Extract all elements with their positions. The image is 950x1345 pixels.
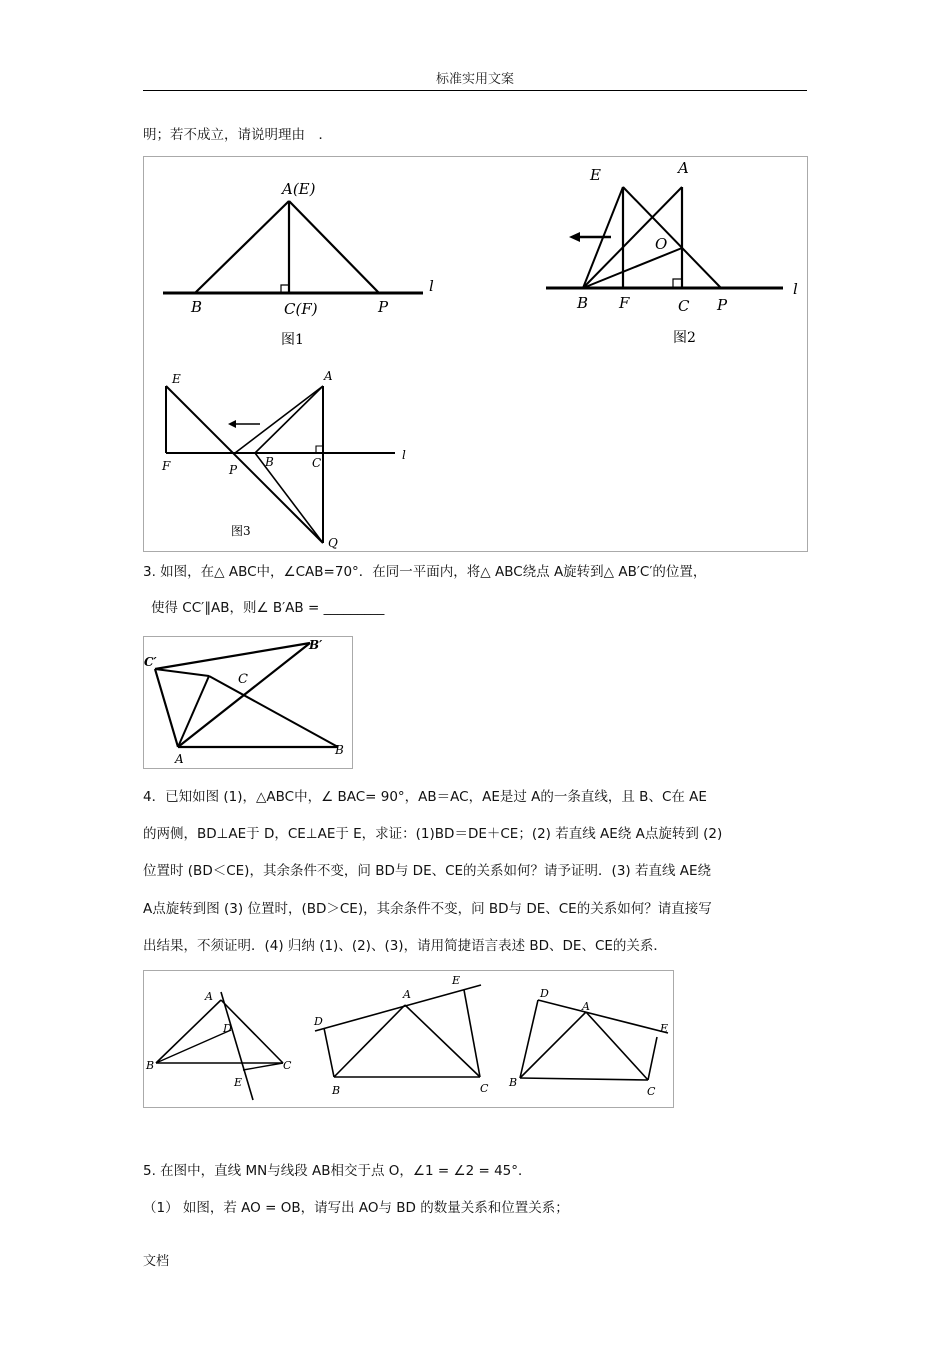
q4-figure-2 <box>313 974 489 1097</box>
q3-figure <box>143 636 353 769</box>
q4f1-label-c: C <box>283 1059 292 1072</box>
fig3-caption: 图3 <box>231 524 251 538</box>
q3-label-b: B <box>335 743 344 757</box>
q4f1-seg-ba <box>156 1000 221 1063</box>
fig2-label-a: A <box>678 159 689 177</box>
q4f1-label-a: A <box>205 990 213 1003</box>
q3-seg-ca <box>178 676 209 747</box>
q5-line-2: （1） 如图，若 AO = OB，请写出 AO与 BD 的数量关系和位置关系； <box>143 1200 569 1216</box>
q4f2-line-de <box>315 985 481 1031</box>
fig1-label-a: A(E) <box>282 180 316 198</box>
fig3-arrow-head <box>228 420 236 428</box>
fig1-side-ab <box>195 201 289 293</box>
q4-figure-3 <box>508 987 668 1098</box>
q4f2-label-c: C <box>480 1082 489 1095</box>
fig1-side-ap <box>289 201 379 293</box>
q4-line-1: 4．已知如图 (1)，△ABC中，∠ BAC= 90°，AB＝AC，AE是过 A的一条直线，且 B、C在 AE <box>143 789 707 805</box>
q4f3-label-d: D <box>540 987 549 1000</box>
figure-3 <box>161 369 406 550</box>
q4f1-label-e: E <box>234 1076 243 1089</box>
q4f1-seg-bd <box>156 1030 231 1063</box>
fig2-label-l: l <box>793 280 798 298</box>
q3-seg-c1a <box>155 669 178 747</box>
q5-line-1: 5. 在图中，直线 MN与线段 AB相交于点 O，∠1 = ∠2 = 45°． <box>143 1163 532 1179</box>
fig1-label-b: B <box>191 298 203 316</box>
q4f2-seg-db <box>324 1028 334 1077</box>
page-header: 标准实用文案 <box>435 72 514 87</box>
continuation-text: 明；若不成立，请说明理由 ． <box>143 127 332 143</box>
fig3-label-l: l <box>402 448 406 462</box>
fig3-label-b: B <box>265 455 274 469</box>
fig2-label-o: O <box>655 235 668 253</box>
header-rule <box>143 90 807 91</box>
q3-label-a: A <box>175 752 184 766</box>
q4f1-label-d: D <box>223 1022 232 1035</box>
figure-2 <box>546 159 798 346</box>
q4f1-label-b: B <box>146 1059 155 1072</box>
fig2-caption: 图2 <box>673 330 696 346</box>
fig1-caption: 图1 <box>281 332 304 348</box>
rotation-figures-1-3 <box>143 156 808 552</box>
q4f3-label-b: B <box>509 1076 518 1089</box>
fig2-segment-ep <box>623 187 721 288</box>
fig2-label-p: P <box>717 296 728 314</box>
fig3-segment-ba <box>255 386 323 453</box>
q3-line-2: 使得 CC′∥AB，则∠ B′AB = _________ <box>151 600 385 616</box>
figure-1 <box>163 180 434 348</box>
q3-seg-c1b1 <box>155 643 310 669</box>
fig1-label-p: P <box>378 298 389 316</box>
q4f3-seg-db <box>520 1000 538 1078</box>
q3-line-1: 3. 如图，在△ ABC中，∠CAB=70°．在同一平面内，将△ ABC绕点 A旋转到△ AB′C′的位置， <box>143 564 707 580</box>
fig3-label-c: C <box>312 456 322 470</box>
fig2-label-f: F <box>619 294 630 312</box>
q4f3-label-a: A <box>582 1000 590 1013</box>
fig2-label-c: C <box>678 297 690 315</box>
q4f3-label-e: E <box>660 1022 669 1035</box>
q4f1-seg-ce <box>243 1063 283 1070</box>
fig2-arrow-head <box>569 232 580 242</box>
q4-line-3: 位置时 (BD＜CE)，其余条件不变，问 BD与 DE、CE的关系如何？请予证明．(3) 若直线 AE绕 <box>143 863 712 879</box>
q3-figure-frame <box>144 637 353 769</box>
q4f3-seg-ba <box>520 1012 586 1078</box>
fig2-segment-bo <box>583 248 682 288</box>
page-footer: 文档 <box>143 1254 170 1269</box>
fig3-segment-pa <box>235 386 323 453</box>
fig3-label-e: E <box>172 372 181 386</box>
q3-label-c: C <box>238 672 248 687</box>
q4f3-seg-ac <box>586 1012 648 1080</box>
figure-frame <box>144 157 808 552</box>
q4-line-2: 的两侧，BD⊥AE于 D，CE⊥AE于 E，求证：(1)BD＝DE＋CE；(2) 若直线 AE绕 A点旋转到 (2) <box>143 826 723 842</box>
q4f3-seg-ec <box>648 1037 657 1080</box>
fig3-label-f: F <box>162 459 171 473</box>
q4f3-label-c: C <box>647 1085 656 1098</box>
q4f2-label-b: B <box>332 1084 341 1097</box>
q4-line-4: A点旋转到图 (3) 位置时，(BD＞CE)，其余条件不变，问 BD与 DE、CE的关系如何？请直接写 <box>143 901 712 917</box>
fig3-label-p: P <box>229 463 238 477</box>
fig2-label-b: B <box>577 294 589 312</box>
fig3-right-angle <box>316 446 323 453</box>
fig1-label-c: C(F) <box>284 300 318 318</box>
q4f2-label-d: D <box>314 1015 323 1028</box>
q4f3-seg-bc <box>520 1078 648 1080</box>
q3-seg-c1c <box>155 669 209 676</box>
fig2-label-e: E <box>590 166 601 184</box>
q4-figure-1 <box>145 990 292 1100</box>
q3-label-b-prime: B′ <box>309 638 323 652</box>
q4f2-label-a: A <box>403 988 411 1001</box>
q3-label-c-prime: C′ <box>144 655 157 669</box>
fig3-label-a: A <box>324 369 333 383</box>
q4-figures <box>143 970 674 1108</box>
q3-seg-cb <box>209 676 338 747</box>
q4f3-line-de <box>538 1000 668 1033</box>
q4-line-5: 出结果，不须证明．(4) 归纳 (1)、(2)、(3)，请用简捷语言表述 BD、DE、CE的关系． <box>143 938 667 954</box>
q4f2-label-e: E <box>452 974 461 987</box>
fig1-label-l: l <box>429 277 434 295</box>
fig3-label-q: Q <box>328 536 338 550</box>
